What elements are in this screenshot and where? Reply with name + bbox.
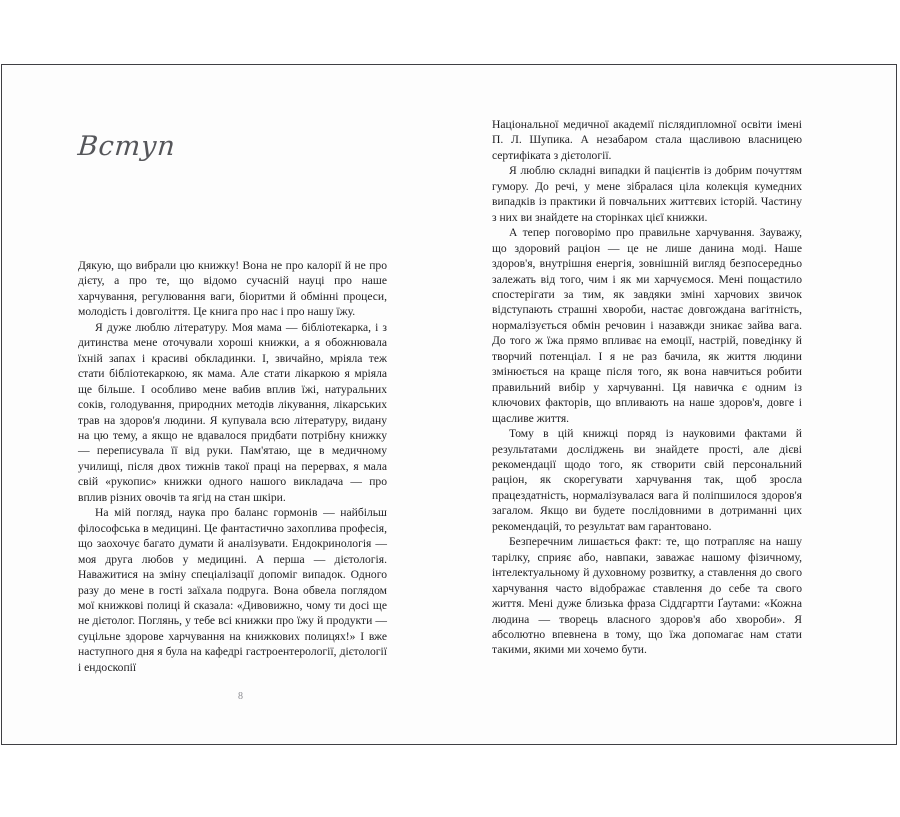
paragraph: Національної медичної академії післядипломної освіти імені П. Л. Шупика. А незабаром стала щасливою власницею сертифіката з дієтології. xyxy=(492,118,802,162)
paragraph: Я дуже люблю літературу. Моя мама — бібліотекарка, і з дитинства мене оточували хороші книжки, а я обожнювала їхній запах і красиві обкладинки. І, звичайно, мріяла теж стати бібліотекаркою, як мама. Але стати лікаркою я мріяла ще більше. І особливо мене вабив вплив їжі, натуральних соків, голодування, природних методів лікування, лікарських трав на здоров'я людини. Я купувала всю літературу, видану на цю тему, а якщо не вдавалося придбати потрібну книжку — переписувала її від руки. Пам'ятаю, ще в медичному училищі, після двох тижнів такої праці на перервах, я мала свій «рукопис» книжки одного нашого викладача — про вплив різних овочів та ягід на стан шкіри. xyxy=(78,320,387,504)
paragraph: Безперечним лишається факт: те, що потрапляє на нашу тарілку, сприяє або, навпаки, заважає нашому фізичному, інтелектуальному й духовному розвитку, а ставлення до свого харчування часто відображає ставлення до себе та свого життя. Мені дуже близька фраза Сіддгартги Ґаутами: «Кожна людина — творець власного здоров'я або хвороби». Я абсолютно впевнена в тому, що їжа допомагає нам стати такими, якими ми хочемо бути. xyxy=(492,535,802,657)
paragraph: Тому в цій книжці поряд із науковими фактами й результатами досліджень ви знайдете прості, але дієві рекомендації щодо того, як створити свій персональний раціон, як скорегувати харчування так, щоб зросла працездатність, нормалізувалася вага й поліпшилося здоров'я загалом. Якщо ви будете послідовними в дотриманні цих рекомендацій, то результат вам гарантовано. xyxy=(492,427,802,533)
left-page-body xyxy=(78,258,387,675)
page-number: 8 xyxy=(238,691,244,702)
right-page-body xyxy=(492,117,802,658)
page-left xyxy=(2,65,450,744)
paragraph: Я люблю складні випадки й пацієнтів із добрим почуттям гумору. До речі, у мене зібралася ціла колекція кумедних випадків із практики й повчальних життєвих історій. Частину з них ви знайдете на сторінках цієї книжки. xyxy=(492,164,802,224)
page-right xyxy=(450,65,897,744)
chapter-heading: Вступ xyxy=(76,131,177,162)
paragraph: Дякую, що вибрали цю книжку! Вона не про калорії й не про дієту, а про те, що відомо сучасній науці про наше харчування, регулювання ваги, біоритми й обмінні процеси, молодість і довголіття. Це книга про нас і про нашу їжу. xyxy=(78,259,387,319)
paragraph: А тепер поговорімо про правильне харчування. Зауважу, що здоровий раціон — це не лише данина моді. Наше здоров'я, внутрішня енергія, зовнішній вигляд безпосередньо залежать від того, чим і як ми харчуємося. Мені пощастило спостерігати за тим, як завдяки зміні харчових звичок відступають страшні хвороби, настає довгождана вагітність, нормалізується обмін речовин і назавжди зникає зайва вага. До того ж їжа прямо впливає на емоції, настрій, поведінку й творчий потенціал. І я не раз бачила, як життя людини змінюється на краще після того, як вона навчиться робити правильний вибір у харчуванні. Ця навичка є одним із ключових факторів, що впливають на наше здоров'я, довге і щасливе життя. xyxy=(492,226,802,425)
paragraph: На мій погляд, наука про баланс гормонів — найбільш філософська в медицині. Це фантастично захоплива професія, що заохочує багато думати й аналізувати. Ендокринологія — моя друга любов у медицині. А перша — дієтологія. Наважитися на зміну спеціалізації допоміг випадок. Одного разу до мене в гості заїхала подруга. Вона обвела поглядом мої книжкові полиці й сказала: «Дивовижно, чому ти досі ще не дієтолог. Поглянь, у тебе всі книжки про їжу й продукти — суцільне здорове харчування на книжкових полицях!» І вже наступного дня я була на кафедрі гастроентерології, дієтології і ендоскопії xyxy=(78,506,387,674)
book-spread xyxy=(1,64,897,745)
